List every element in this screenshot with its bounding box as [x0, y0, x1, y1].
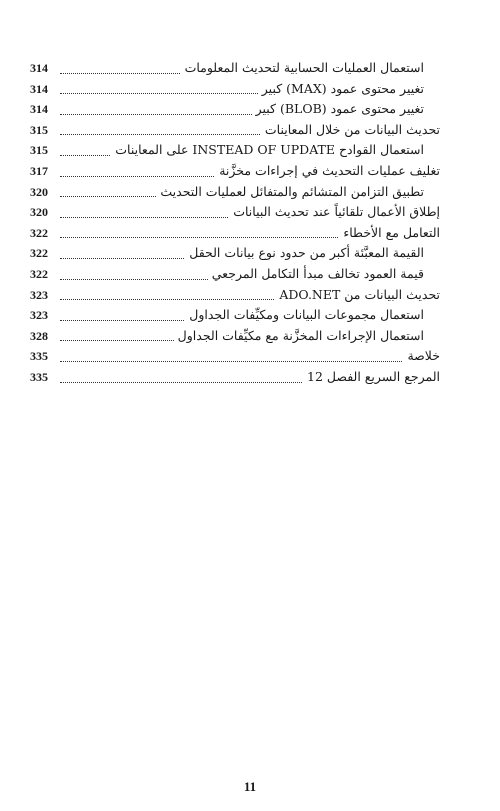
toc-entry [30, 140, 440, 161]
toc-entry-title: خلاصة [403, 346, 440, 367]
toc-entry-page: 322 [30, 264, 51, 285]
toc-entry [30, 161, 440, 182]
toc-entry [30, 223, 440, 244]
toc-entry-page: 323 [30, 305, 51, 326]
page-number: 11 [243, 779, 257, 794]
toc-entry-page: 335 [30, 346, 51, 367]
toc-entry-page: 314 [30, 58, 51, 79]
toc-entry [30, 58, 440, 79]
toc-entry [30, 285, 440, 306]
toc-entry-title: تطبيق التزامن المتشائم والمتفائل لعمليات التحديث [156, 182, 440, 203]
toc-entry-title: التعامل مع الأخطاء [339, 223, 440, 244]
toc-entry-page: 315 [30, 120, 51, 141]
toc-entry-page: 322 [30, 223, 51, 244]
toc-entry [30, 326, 440, 347]
toc-entry [30, 243, 440, 264]
toc-entry-page: 320 [30, 202, 51, 223]
toc-entry-title: استعمال القوادح INSTEAD OF UPDATE على المعاينات [111, 140, 440, 161]
toc-entry-title: قيمة العمود تخالف مبدأ التكامل المرجعي [208, 264, 440, 285]
toc-entry-page: 328 [30, 326, 51, 347]
toc-entry-page: 320 [30, 182, 51, 203]
toc-entry-title: تحديث البيانات من ADO.NET [275, 285, 440, 306]
toc-entry-page: 315 [30, 140, 51, 161]
toc-entry [30, 202, 440, 223]
toc-entry-page: 314 [30, 79, 51, 100]
toc-entry-page: 322 [30, 243, 51, 264]
toc-entry [30, 305, 440, 326]
toc-entry-page: 314 [30, 99, 51, 120]
toc-entry-title: استعمال مجموعات البيانات ومكيِّفات الجداول [185, 305, 440, 326]
toc-entry [30, 367, 440, 388]
toc-entry [30, 346, 440, 367]
toc-entry-title: تغليف عمليات التحديث في إجراءات مخزَّنة [215, 161, 440, 182]
toc-entry [30, 264, 440, 285]
toc-entry-title: تحديث البيانات من خلال المعاينات [261, 120, 440, 141]
toc-entry-title: المرجع السريع الفصل 12 [303, 367, 440, 388]
toc-entry-title: تغيير محتوى عمود (BLOB) كبير [252, 99, 440, 120]
toc-entry [30, 120, 440, 141]
toc-entry-title: استعمال الإجراءات المخزَّنة مع مكيِّفات الجداول [174, 326, 440, 347]
toc-entry [30, 79, 440, 100]
toc-entry-page: 323 [30, 285, 51, 306]
toc-entry-page: 335 [30, 367, 51, 388]
toc-entry-title: القيمة المعبَّئة أكبر من حدود نوع بيانات الحقل [185, 243, 440, 264]
toc-entry-title: استعمال العمليات الحسابية لتحديث المعلومات [181, 58, 440, 79]
toc-entry-title: إطلاق الأعمال تلقائياً عند تحديث البيانات [229, 202, 440, 223]
toc-entry [30, 99, 440, 120]
toc-entry-title: تغيير محتوى عمود (MAX) كبير [258, 79, 440, 100]
toc-entry-page: 317 [30, 161, 51, 182]
toc-entry [30, 182, 440, 203]
table-of-contents [30, 58, 440, 388]
toc-dot-leader [60, 361, 440, 362]
